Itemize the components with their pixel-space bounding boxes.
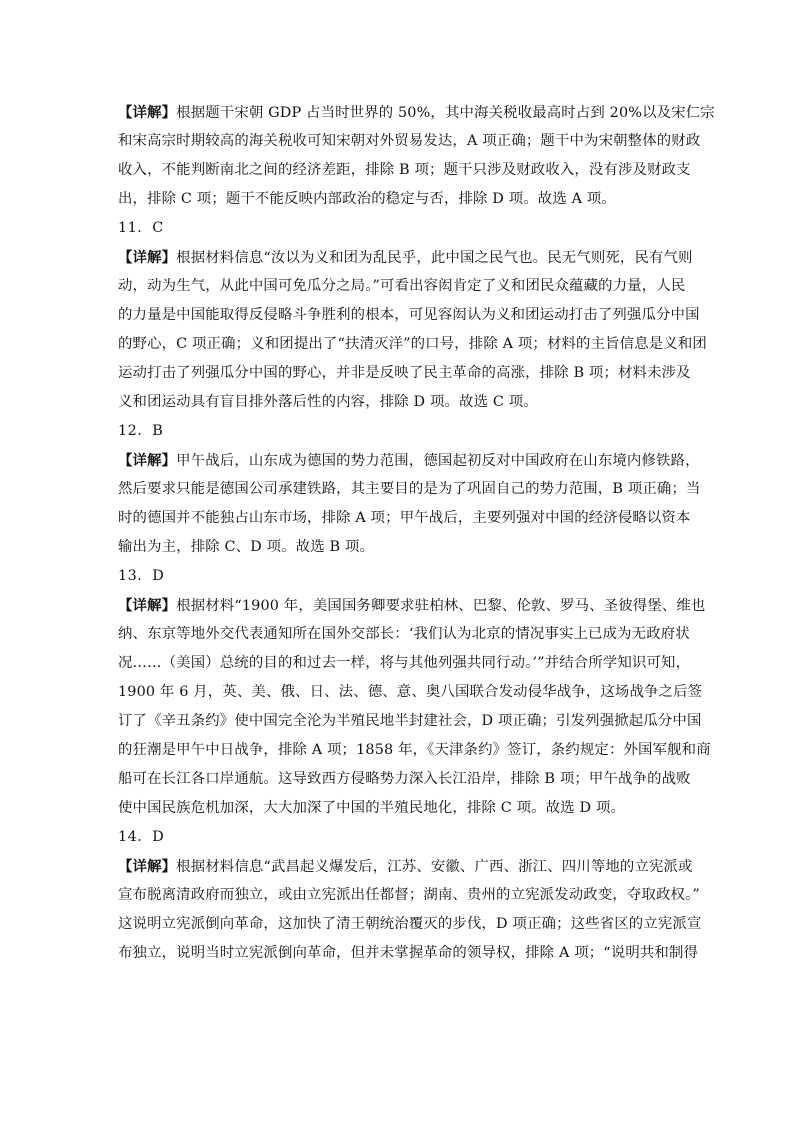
detail-tag: 【详解】 <box>118 249 177 266</box>
line-text: 14．D <box>118 829 165 845</box>
line-text: 的狂潮是甲午中日战争，排除 A 项；1858 年，《天津条约》签订，条约规定：外国军舰和商 <box>118 742 711 758</box>
explanation-line <box>118 185 683 214</box>
explanation-line-first <box>118 852 693 881</box>
question-number <box>118 823 683 852</box>
line-text: 运动打击了列强瓜分中国的野心，并非是反映了民主革命的高涨，排除 B 项；材料未涉及 <box>118 365 691 381</box>
explanation-line <box>118 475 701 504</box>
explanation-line <box>118 794 683 823</box>
explanation-line <box>118 330 707 359</box>
line-text: 纳、东京等地外交代表通知所在国外交部长：‘我们认为北京的情况事实上已成为无政府状 <box>118 626 690 642</box>
line-text: 11．C <box>118 220 164 236</box>
explanation-line-first <box>118 243 693 272</box>
line-text: 根据材料“1900 年，美国国务卿要求驻柏林、巴黎、伦敦、罗马、圣彼得堡、维也 <box>176 598 706 614</box>
explanation-line <box>118 156 691 185</box>
line-text: 的野心，C 项正确；义和团提出了“扶清灭洋”的口号，排除 A 项；材料的主旨信息是义和团 <box>118 336 707 352</box>
explanation-line <box>118 504 691 533</box>
detail-tag: 【详解】 <box>118 104 177 121</box>
line-text: 然后要求只能是德国公司承建铁路，其主要目的是为了巩固自己的势力范围，B 项正确；当 <box>118 481 701 497</box>
line-text: 13．D <box>118 568 165 584</box>
line-text: 船可在长江各口岸通航。这导致西方侵略势力深入长江沿岸，排除 B 项；甲午战争的战败 <box>118 771 691 787</box>
line-text: 根据题干宋朝 GDP 占当时世界的 50%，其中海关税收最高时占到 20%以及宋仁宗 <box>176 105 715 121</box>
line-text: 根据材料信息“武昌起义爆发后，江苏、安徽、广西、浙江、四川等地的立宪派或 <box>176 859 693 875</box>
explanation-line <box>118 707 702 736</box>
line-text: 12．B <box>118 423 164 439</box>
explanation-line <box>118 881 700 910</box>
line-text: 和宋高宗时期较高的海关税收可知宋朝对外贸易发达，A 项正确；题干中为宋朝整体的财政 <box>118 133 701 149</box>
explanation-line <box>118 388 683 417</box>
detail-tag: 【详解】 <box>118 858 177 875</box>
line-text: 宣布脱离清政府而独立，或由立宪派出任都督；湖南、贵州的立宪派发动政变，夺取政权。” <box>118 887 700 903</box>
explanation-line <box>118 127 701 156</box>
detail-tag: 【详解】 <box>118 597 177 614</box>
explanation-line <box>118 939 699 968</box>
explanation-line <box>118 620 690 649</box>
explanation-line-first <box>118 446 700 475</box>
explanation-line <box>118 765 691 794</box>
line-text: 布独立，说明当时立宪派倒向革命，但并未掌握革命的领导权，排除 A 项；“说明共和制得 <box>118 945 699 961</box>
line-text: 义和团运动具有盲目排外落后性的内容，排除 D 项。故选 C 项。 <box>118 394 538 410</box>
explanation-line <box>118 736 711 765</box>
line-text: 收入，不能判断南北之间的经济差距，排除 B 项；题干只涉及财政收入，没有涉及财政支 <box>118 162 691 178</box>
line-text: 动，动为生气，从此中国可免瓜分之局。”可看出容闳肯定了义和团民众蕴藏的力量，人民 <box>118 278 686 294</box>
explanation-line <box>118 272 686 301</box>
line-text: 时的德国并不能独占山东市场，排除 A 项；甲午战后，主要列强对中国的经济侵略以资本 <box>118 510 691 526</box>
explanation-line-first <box>118 98 715 127</box>
line-text: 订了《辛丑条约》使中国完全沦为半殖民地半封建社会，D 项正确；引发列强掀起瓜分中国 <box>118 713 702 729</box>
answer-explanations <box>118 98 715 968</box>
question-number <box>118 417 683 446</box>
line-text: 出，排除 C 项；题干不能反映内部政治的稳定与否，排除 D 项。故选 A 项。 <box>118 191 616 207</box>
line-text: 的力量是中国能取得反侵略斗争胜利的根本，可见容闳认为义和团运动打击了列强瓜分中国 <box>118 307 700 323</box>
line-text: 1900 年 6 月，英、美、俄、日、法、德、意、奥八国联合发动侵华战争，这场战争之后签 <box>118 684 703 700</box>
line-text: 输出为主，排除 C、D 项。故选 B 项。 <box>118 539 375 555</box>
explanation-line <box>118 649 691 678</box>
detail-tag: 【详解】 <box>118 452 177 469</box>
explanation-line-first <box>118 591 706 620</box>
question-number <box>118 214 683 243</box>
line-text: 使中国民族危机加深，大大加深了中国的半殖民地化，排除 C 项。故选 D 项。 <box>118 800 626 816</box>
explanation-line <box>118 359 691 388</box>
line-text: 这说明立宪派倒向革命，这加快了清王朝统治覆灭的步伐，D 项正确；这些省区的立宪派宣 <box>118 916 702 932</box>
explanation-line <box>118 533 683 562</box>
line-text: 根据材料信息“汝以为义和团为乱民乎，此中国之民气也。民无气则死，民有气则 <box>176 250 693 266</box>
explanation-line <box>118 301 700 330</box>
explanation-line <box>118 910 702 939</box>
question-number <box>118 562 683 591</box>
line-text: 甲午战后，山东成为德国的势力范围，德国起初反对中国政府在山东境内修铁路， <box>176 453 700 469</box>
line-text: 况……（美国）总统的目的和过去一样，将与其他列强共同行动。’”并结合所学知识可知， <box>118 655 691 671</box>
explanation-line <box>118 678 703 707</box>
